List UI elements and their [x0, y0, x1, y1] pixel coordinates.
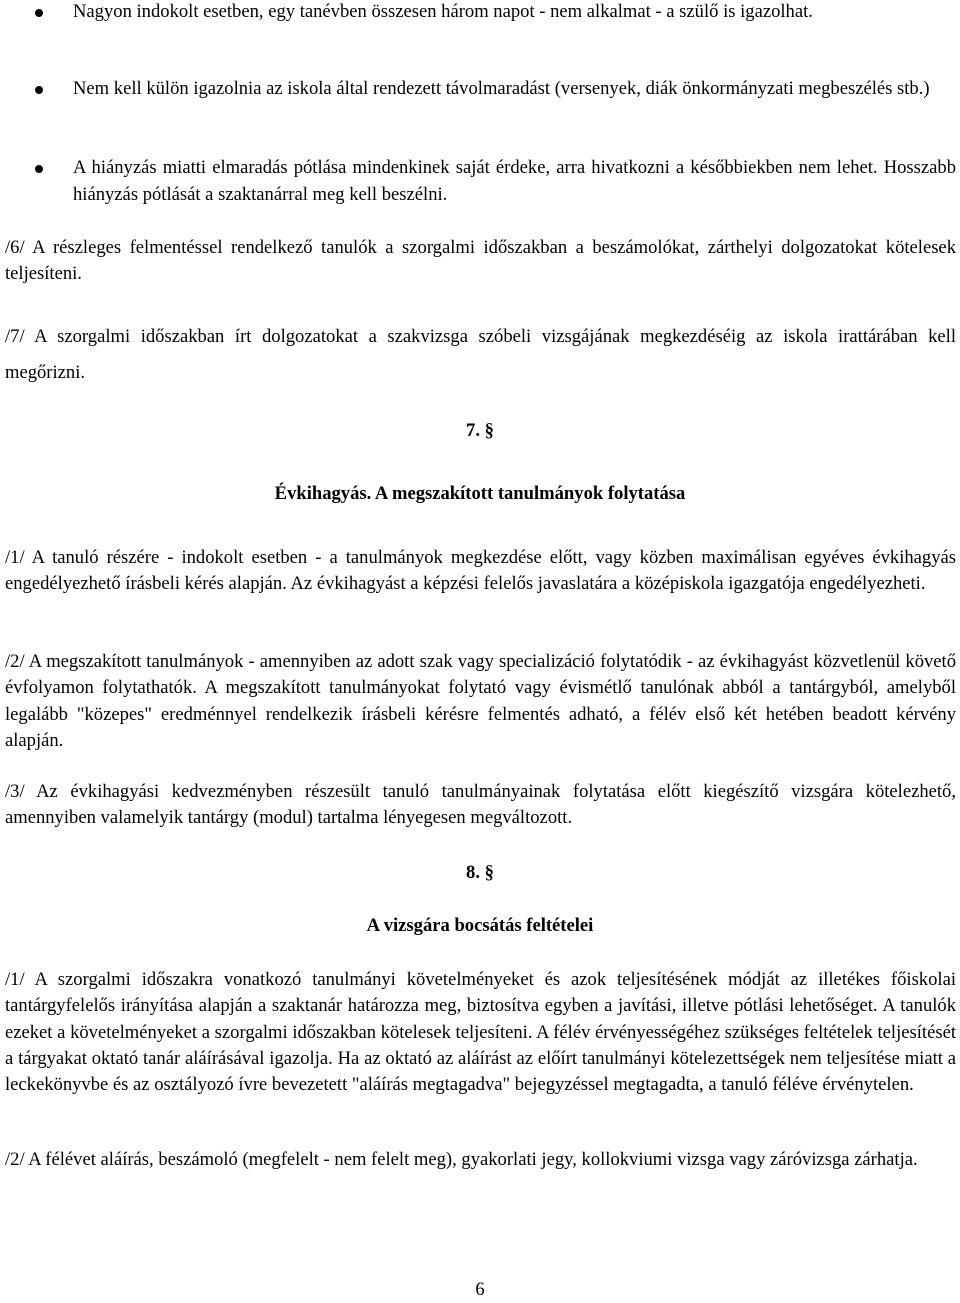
section-7-paragraph-1: /1/ A tanuló részére - indokolt esetben - a tanulmányok megkezdése előtt, vagy közben maximálisan egyéves évkihagyás engedélyezhető írásbeli kérés alapján. Az évkihagyást a képzési felelős javaslatára a középiskola igazgatója engedélyezheti.	[5, 547, 956, 595]
section-8-paragraph-2: /2/ A félévet aláírás, beszámoló (megfelelt - nem felelt meg), gyakorlati jegy, kollokviumi vizsga vagy záróvizsga zárhatja.	[5, 1149, 918, 1170]
section-7-paragraph-2: /2/ A megszakított tanulmányok - amennyiben az adott szak vagy specializáció folytatódik - az évkihagyást közvetlenül követő évfolyamon folytathatók. A megszakított tanulmányokat folytató vagy évismétlő tanulónak abból a tantárgyból, amelyből legalább "közepes" eredménnyel rendelkezik írásbeli kérésre felmentés adható, a félév első két hetében beadott kérvény alapján.	[5, 651, 956, 751]
bullet-text: A hiányzás miatti elmaradás pótlása mindenkinek saját érdeke, arra hivatkozni a későbbiekben nem lehet. Hosszabb hiányzás pótlását a szaktanárral meg kell beszélni.	[73, 157, 956, 205]
section-7-paragraph-3: /3/ Az évkihagyási kedvezményben részesült tanuló tanulmányainak folytatása előtt kiegészítő vizsgára kötelezhető, amennyiben valamelyik tantárgy (modul) tartalma lényegesen megváltozott.	[5, 781, 956, 829]
paragraph-6: /6/ A részleges felmentéssel rendelkező tanulók a szorgalmi időszakban a beszámolókat, zárthelyi dolgozatokat kötelesek teljesíteni.	[5, 237, 956, 285]
bullet-icon	[35, 86, 43, 94]
paragraph-7: /7/ A szorgalmi időszakban írt dolgozatokat a szakvizsga szóbeli vizsgájának megkezdéséig az iskola irattárában kell megőrizni.	[5, 326, 956, 383]
section-7-title: Évkihagyás. A megszakított tanulmányok folytatása	[274, 483, 686, 504]
bullet-icon	[35, 165, 43, 173]
bullet-icon	[35, 9, 43, 17]
section-8-paragraph-1: /1/ A szorgalmi időszakra vonatkozó tanulmányi követelményeket és azok teljesítésének módját az illetékes főiskolai tantárgyfelelős irányítása alapján a szaktanár határozza meg, biztosítva egyben a javítási, illetve pótlási lehetőséget. A tanulók ezeket a követelményeket a szorgalmi időszakban kötelesek teljesíteni. A félév érvényességéhez szükséges feltételek teljesítését a tárgyakat oktató tanár aláírásával igazolja. Ha az oktató az aláírást az előírt tanulmányi kötelezettségek nem teljesítése miatt a leckekönyvbe és az osztályozó ívre bevezetett "aláírás megtagadva" bejegyzéssel megtagadta, a tanuló féléve érvénytelen.	[5, 969, 956, 1096]
bullet-text: Nagyon indokolt esetben, egy tanévben összesen három napot - nem alkalmat - a szülő is igazolhat.	[73, 1, 813, 22]
bullet-text: Nem kell külön igazolnia az iskola által rendezett távolmaradást (versenyek, diák önkormányzati megbeszélés stb.)	[73, 78, 930, 99]
section-8-title: A vizsgára bocsátás feltételei	[366, 915, 594, 936]
section-7-number: 7. §	[466, 420, 494, 441]
section-8-number: 8. §	[466, 862, 494, 883]
page-number: 6	[475, 1279, 485, 1300]
